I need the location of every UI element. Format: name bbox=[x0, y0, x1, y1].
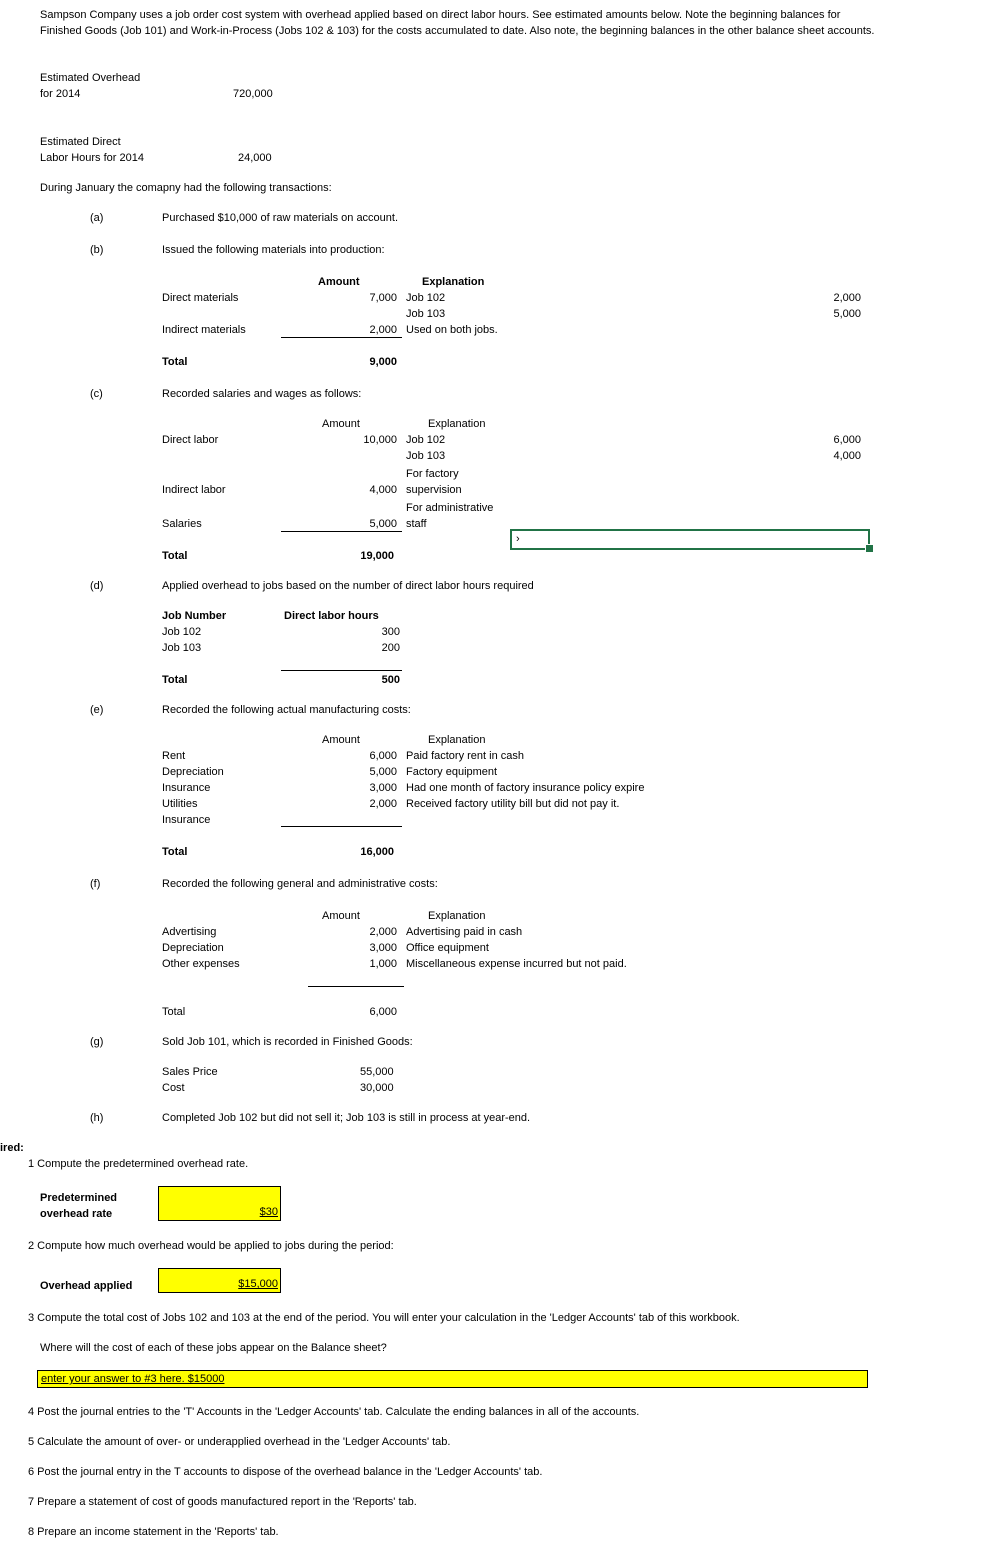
selected-cell-text: › bbox=[516, 533, 520, 545]
q1-answer-cell[interactable] bbox=[158, 1186, 281, 1221]
item-text-h: Completed Job 102 but did not sell it; Job 103 is still in process at year-end. bbox=[162, 1112, 531, 1124]
e-row-expl: Received factory utility bill but did not pay it. bbox=[406, 798, 620, 810]
selected-cell[interactable] bbox=[510, 529, 870, 550]
c-total-label: Total bbox=[162, 550, 188, 562]
f-total-amount[interactable]: 6,000 bbox=[369, 1006, 397, 1018]
estimated-overhead-value[interactable]: 720,000 bbox=[233, 88, 273, 100]
item-letter-g: (g) bbox=[90, 1036, 104, 1048]
b-total-underline bbox=[281, 337, 402, 338]
f-total-underline bbox=[308, 986, 404, 987]
estimated-dlh-label: Estimated Direct bbox=[40, 136, 121, 148]
c-salaries-amount[interactable]: 5,000 bbox=[369, 518, 397, 530]
d-total-underline bbox=[281, 670, 402, 671]
item-text-g: Sold Job 101, which is recorded in Finished Goods: bbox=[162, 1036, 413, 1048]
q2-label: Overhead applied bbox=[40, 1280, 133, 1292]
question-1: 1 Compute the predetermined overhead rate. bbox=[28, 1158, 249, 1170]
q2-answer-cell[interactable] bbox=[158, 1268, 281, 1293]
g-sales-value[interactable]: 55,000 bbox=[360, 1066, 394, 1078]
q1-answer: $30 bbox=[259, 1206, 278, 1218]
item-letter-b: (b) bbox=[90, 244, 104, 256]
f-row-label: Advertising bbox=[162, 926, 217, 938]
e-total-amount[interactable]: 16,000 bbox=[360, 846, 394, 858]
estimated-dlh-value[interactable]: 24,000 bbox=[238, 152, 272, 164]
b-indirect-label: Indirect materials bbox=[162, 324, 246, 336]
f-row-amount[interactable]: 2,000 bbox=[369, 926, 397, 938]
item-letter-c: (c) bbox=[90, 388, 103, 400]
d-row2-job: Job 103 bbox=[162, 642, 202, 654]
b-job102-side[interactable]: 2,000 bbox=[833, 292, 861, 304]
q1-label-1: Predetermined bbox=[40, 1192, 118, 1204]
question-4: 4 Post the journal entries to the 'T' Accounts in the 'Ledger Accounts' tab. Calculate the ending balances in all of the accounts. bbox=[28, 1406, 640, 1418]
f-total-label: Total bbox=[162, 1006, 186, 1018]
estimated-dlh-year: Labor Hours for 2014 bbox=[40, 152, 144, 164]
item-text-c: Recorded salaries and wages as follows: bbox=[162, 388, 362, 400]
question-2: 2 Compute how much overhead would be applied to jobs during the period: bbox=[28, 1240, 394, 1252]
d-total-label: Total bbox=[162, 674, 188, 686]
e-explanation-header: Explanation bbox=[428, 734, 486, 746]
e-total-label: Total bbox=[162, 846, 188, 858]
b-direct-label: Direct materials bbox=[162, 292, 239, 304]
d-row2-hours[interactable]: 200 bbox=[381, 642, 400, 654]
c-total-underline bbox=[281, 531, 402, 532]
c-indirect-expl-2: supervision bbox=[406, 484, 462, 496]
e-row-amount[interactable]: 6,000 bbox=[369, 750, 397, 762]
d-total-hours[interactable]: 500 bbox=[381, 674, 400, 686]
e-row-label: Rent bbox=[162, 750, 186, 762]
b-job103-side[interactable]: 5,000 bbox=[833, 308, 861, 320]
c-job103-side[interactable]: 4,000 bbox=[833, 450, 861, 462]
b-job102: Job 102 bbox=[406, 292, 446, 304]
item-letter-e: (e) bbox=[90, 704, 104, 716]
question-3: 3 Compute the total cost of Jobs 102 and 103 at the end of the period. You will enter your calculation in the 'Ledger Accounts' tab of this workbook. bbox=[28, 1312, 740, 1324]
d-row1-job: Job 102 bbox=[162, 626, 202, 638]
g-cost-value[interactable]: 30,000 bbox=[360, 1082, 394, 1094]
b-amount-header: Amount bbox=[318, 276, 360, 288]
d-hours-header: Direct labor hours bbox=[284, 610, 379, 622]
question-7: 7 Prepare a statement of cost of goods manufactured report in the 'Reports' tab. bbox=[28, 1496, 417, 1508]
c-job102: Job 102 bbox=[406, 434, 446, 446]
e-row-label: Insurance bbox=[162, 814, 211, 826]
c-salaries-expl-1: For administrative bbox=[406, 502, 494, 514]
f-row-amount[interactable]: 3,000 bbox=[369, 942, 397, 954]
e-row-expl: Had one month of factory insurance policy expire bbox=[406, 782, 645, 794]
d-job-header: Job Number bbox=[162, 610, 227, 622]
e-amount-header: Amount bbox=[322, 734, 360, 746]
required-label: ired: bbox=[0, 1142, 24, 1154]
e-row-label: Utilities bbox=[162, 798, 198, 810]
f-row-label: Depreciation bbox=[162, 942, 224, 954]
e-row-label: Depreciation bbox=[162, 766, 224, 778]
b-direct-amount[interactable]: 7,000 bbox=[369, 292, 397, 304]
g-cost-label: Cost bbox=[162, 1082, 185, 1094]
c-indirect-label: Indirect labor bbox=[162, 484, 226, 496]
q2-answer: $15,000 bbox=[238, 1278, 278, 1290]
e-row-amount[interactable]: 3,000 bbox=[369, 782, 397, 794]
c-salaries-expl-2: staff bbox=[406, 518, 427, 530]
item-letter-a: (a) bbox=[90, 212, 104, 224]
item-text-d: Applied overhead to jobs based on the number of direct labor hours required bbox=[162, 580, 534, 592]
e-row-expl: Paid factory rent in cash bbox=[406, 750, 525, 762]
f-row-label: Other expenses bbox=[162, 958, 240, 970]
c-direct-amount[interactable]: 10,000 bbox=[363, 434, 397, 446]
e-row-expl: Factory equipment bbox=[406, 766, 498, 778]
estimated-overhead-label: Estimated Overhead bbox=[40, 72, 141, 84]
c-indirect-expl-1: For factory bbox=[406, 468, 459, 480]
item-letter-f: (f) bbox=[90, 878, 101, 890]
intro-paragraph: Sampson Company uses a job order cost system with overhead applied based on direct labor hours. See estimated amounts below. Note the beginning balances for Finished Goods (Job 101) and Work-in-Process (Jobs 102 & 103) for the costs accumulated to date. Also note, the beginning balances in the other balance sheet accounts. bbox=[40, 9, 875, 37]
b-explanation-header: Explanation bbox=[422, 276, 485, 288]
e-row-label: Insurance bbox=[162, 782, 211, 794]
q3-answer: enter your answer to #3 here. $15000 bbox=[41, 1373, 225, 1385]
e-row-amount[interactable]: 5,000 bbox=[369, 766, 397, 778]
c-job103: Job 103 bbox=[406, 450, 446, 462]
c-total-amount[interactable]: 19,000 bbox=[360, 550, 394, 562]
question-3-subtext: Where will the cost of each of these jobs appear on the Balance sheet? bbox=[40, 1342, 387, 1354]
question-6: 6 Post the journal entry in the T accounts to dispose of the overhead balance in the 'Ledger Accounts' tab. bbox=[28, 1466, 543, 1478]
estimated-overhead-year: for 2014 bbox=[40, 88, 81, 100]
f-amount-header: Amount bbox=[322, 910, 360, 922]
b-indirect-expl: Used on both jobs. bbox=[406, 324, 498, 336]
f-row-expl: Advertising paid in cash bbox=[406, 926, 523, 938]
item-text-a: Purchased $10,000 of raw materials on account. bbox=[162, 212, 399, 224]
item-text-f: Recorded the following general and administrative costs: bbox=[162, 878, 438, 890]
c-salaries-label: Salaries bbox=[162, 518, 202, 530]
item-text-e: Recorded the following actual manufacturing costs: bbox=[162, 704, 411, 716]
question-5: 5 Calculate the amount of over- or underapplied overhead in the 'Ledger Accounts' tab. bbox=[28, 1436, 451, 1448]
f-explanation-header: Explanation bbox=[428, 910, 486, 922]
f-row-expl: Miscellaneous expense incurred but not paid. bbox=[406, 958, 627, 970]
e-total-underline bbox=[281, 826, 402, 827]
b-indirect-amount[interactable]: 2,000 bbox=[369, 324, 397, 336]
b-total-label: Total bbox=[162, 356, 188, 368]
c-job102-side[interactable]: 6,000 bbox=[833, 434, 861, 446]
f-row-expl: Office equipment bbox=[406, 942, 489, 954]
f-row-amount[interactable]: 1,000 bbox=[369, 958, 397, 970]
question-8: 8 Prepare an income statement in the 'Reports' tab. bbox=[28, 1526, 279, 1538]
transactions-intro: During January the comapny had the following transactions: bbox=[40, 182, 332, 194]
d-row1-hours[interactable]: 300 bbox=[381, 626, 400, 638]
g-sales-label: Sales Price bbox=[162, 1066, 218, 1078]
q1-label-2: overhead rate bbox=[40, 1208, 113, 1220]
c-direct-label: Direct labor bbox=[162, 434, 219, 446]
b-job103: Job 103 bbox=[406, 308, 446, 320]
c-amount-header: Amount bbox=[322, 418, 360, 430]
b-total-amount[interactable]: 9,000 bbox=[369, 356, 397, 368]
e-row-amount[interactable]: 2,000 bbox=[369, 798, 397, 810]
item-letter-h: (h) bbox=[90, 1112, 104, 1124]
c-indirect-amount[interactable]: 4,000 bbox=[369, 484, 397, 496]
c-explanation-header: Explanation bbox=[428, 418, 486, 430]
fill-handle[interactable] bbox=[865, 544, 874, 553]
q3-answer-cell[interactable] bbox=[37, 1370, 868, 1388]
item-text-b: Issued the following materials into production: bbox=[162, 244, 385, 256]
item-letter-d: (d) bbox=[90, 580, 104, 592]
